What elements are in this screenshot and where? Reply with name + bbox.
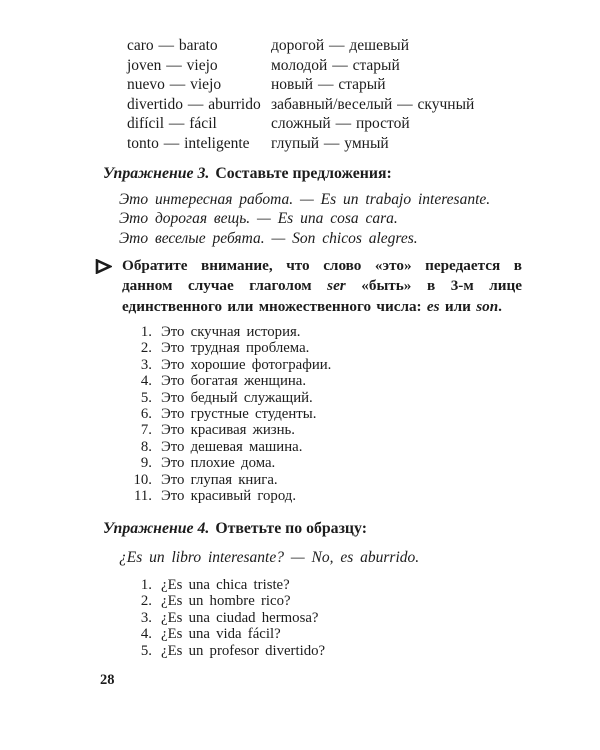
- list-item: [126, 406, 331, 422]
- list-item: [126, 373, 331, 389]
- vocab-ru: молодой — старый: [271, 56, 400, 74]
- list-item: [126, 472, 331, 488]
- example-line: ¿Es un libro interesante? — No, es aburrido.: [119, 549, 420, 566]
- list-item: [126, 643, 325, 659]
- list-item: [126, 593, 325, 609]
- note-term: son: [476, 297, 499, 315]
- item-number: 5.: [140, 389, 152, 406]
- vocab-es: divertido — aburrido: [127, 95, 261, 113]
- item-text: Это хорошие фотографии.: [161, 356, 332, 373]
- item-number: 9.: [140, 455, 152, 472]
- note-term: es: [426, 297, 440, 315]
- list-item: [126, 422, 331, 438]
- vocab-row: [127, 134, 474, 154]
- item-text: ¿Es una ciudad hermosa?: [161, 609, 319, 626]
- item-text: Это бедный служащий.: [161, 389, 313, 406]
- exercise4-label: Упражнение 4.: [103, 520, 210, 537]
- note-term: ser: [327, 277, 346, 295]
- item-text: ¿Es una chica triste?: [161, 577, 290, 593]
- item-text: ¿Es una vida fácil?: [161, 626, 281, 643]
- item-number: 4.: [140, 373, 152, 390]
- list-item: [126, 340, 331, 356]
- item-number: 1.: [140, 324, 152, 340]
- list-item: [126, 626, 325, 642]
- item-number: 4.: [140, 626, 152, 643]
- item-number: 5.: [140, 642, 152, 659]
- list-item: [126, 390, 331, 406]
- vocab-es: difícil — fácil: [127, 115, 217, 133]
- item-number: 2.: [140, 593, 152, 610]
- note-seg: .: [498, 297, 502, 315]
- vocab-es: tonto — inteligente: [127, 134, 250, 152]
- item-text: Это грустные студенты.: [161, 406, 317, 423]
- list-item: [126, 357, 331, 373]
- item-number: 1.: [140, 577, 152, 593]
- vocab-ru: дорогой — дешевый: [271, 37, 410, 54]
- item-number: 10.: [133, 471, 152, 488]
- example-line: Это интересная работа. — Es un trabajo interesante.: [119, 191, 491, 208]
- list-item: [126, 610, 325, 626]
- item-text: Это красивая жизнь.: [161, 422, 295, 439]
- item-text: Это красивый город.: [161, 488, 297, 505]
- vocab-es: caro — barato: [127, 37, 218, 54]
- item-text: Это дешевая машина.: [161, 438, 303, 455]
- grammar-note: [95, 256, 522, 317]
- note-seg: Обратите внимание, что слово «это» передается в данном случае глаголом: [122, 257, 522, 295]
- item-text: Это трудная проблема.: [161, 340, 310, 357]
- item-number: 2.: [140, 340, 152, 357]
- note-seg: «быть» в 3-м лице единственного или множественного числа:: [122, 277, 522, 315]
- item-number: 11.: [134, 488, 152, 505]
- item-number: 3.: [140, 356, 152, 373]
- list-item: [126, 488, 331, 504]
- exercise3-list: [126, 324, 331, 504]
- vocab-ru: глупый — умный: [271, 134, 389, 152]
- list-item: [126, 455, 331, 471]
- vocab-es: joven — viejo: [127, 56, 218, 74]
- vocab-row: [127, 36, 474, 56]
- exercise4-title: Ответьте по образцу:: [215, 520, 367, 537]
- item-text: ¿Es un hombre rico?: [161, 593, 291, 610]
- note-seg: или: [439, 297, 477, 315]
- vocab-row: [127, 75, 474, 95]
- vocab-es: nuevo — viejo: [127, 76, 222, 94]
- vocab-ru: забавный/веселый — скучный: [271, 95, 475, 113]
- exercise3-title: Составьте предложения:: [215, 165, 392, 182]
- vocab-row: [127, 56, 474, 76]
- list-item: [126, 577, 325, 593]
- page-number: 28: [100, 672, 115, 688]
- exercise4-list: [126, 577, 325, 659]
- item-text: Это богатая женщина.: [161, 373, 307, 390]
- item-number: 3.: [140, 609, 152, 626]
- item-text: Это глупая книга.: [161, 471, 278, 488]
- vocab-ru: новый — старый: [271, 76, 386, 94]
- exercise3-examples: [119, 190, 490, 248]
- example-line: Это веселые ребята. — Son chicos alegres.: [119, 229, 418, 247]
- vocab-row: [127, 95, 474, 115]
- example-line: Это дорогая вещь. — Es una cosa cara.: [119, 210, 398, 228]
- exercise3-heading: [103, 165, 392, 183]
- note-text: [122, 256, 522, 317]
- exercise3-label: Упражнение 3.: [103, 165, 210, 182]
- item-number: 6.: [140, 406, 152, 423]
- item-number: 8.: [140, 438, 152, 455]
- exercise4-heading: [103, 520, 367, 538]
- vocab-row: [127, 114, 474, 134]
- vocab-ru: сложный — простой: [271, 115, 410, 133]
- list-item: [126, 324, 331, 340]
- item-text: Это скучная история.: [161, 324, 301, 340]
- exercise4-example: [119, 548, 419, 567]
- vocab-list: [127, 36, 474, 154]
- arrow-right-icon: [95, 259, 112, 279]
- list-item: [126, 439, 331, 455]
- item-text: ¿Es un profesor divertido?: [161, 642, 326, 659]
- item-number: 7.: [140, 422, 152, 439]
- item-text: Это плохие дома.: [161, 455, 276, 472]
